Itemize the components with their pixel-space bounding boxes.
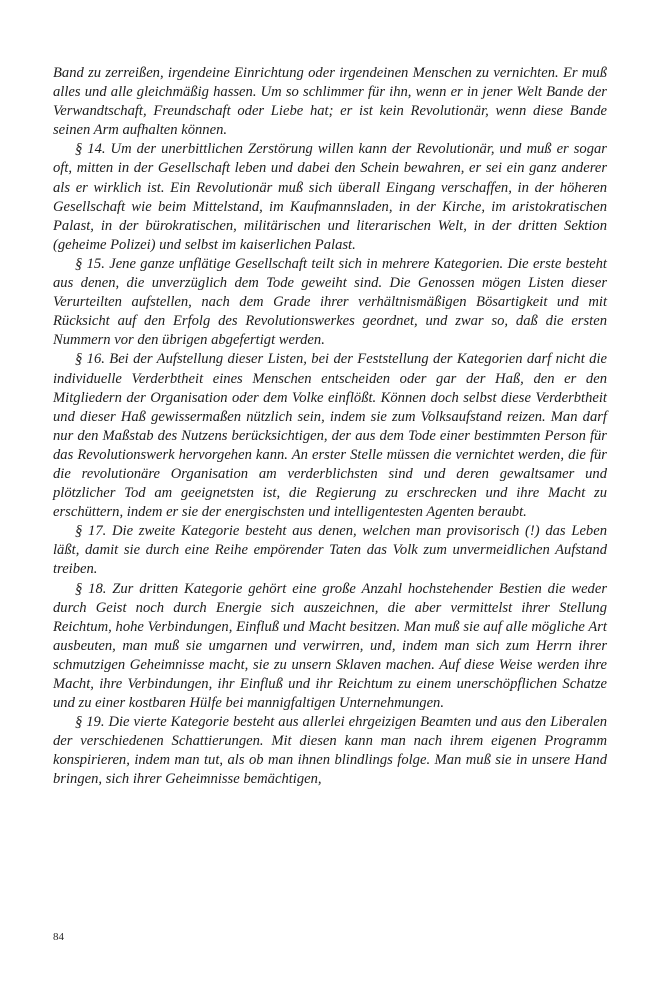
paragraph-section-15: § 15. Jene ganze unflätige Gesellschaft teilt sich in mehrere Kategorien. Die erste besteht aus denen, die unverzüglich dem Tode geweiht sind. Die Genossen mögen Listen dieser Verurteilten aufstellen, nach dem Grade ihrer verhältnismäßigen Bösartigkeit und mit Rücksicht auf den Erfolg des Revolutionswerkes geordnet, und zwar so, daß die ersten Nummern vor den übrigen abgefertigt werden. <box>53 255 607 349</box>
paragraph-section-19: § 19. Die vierte Kategorie besteht aus allerlei ehrgeizigen Beamten und aus den Liberalen der verschiedenen Schattierungen. Mit diesen kann man nach ihrem eigenen Programm konspirieren, indem man tut, als ob man ihnen blindlings folge. Man muß sie in unsere Hand bringen, sich ihrer Geheimnisse bemächtigen, <box>53 714 607 788</box>
page-number: 84 <box>53 931 64 943</box>
paragraph-section-14: § 14. Um der unerbittlichen Zerstörung willen kann der Revolutionär, und muß er sogar oft, mitten in der Gesellschaft leben und dabei den Schein bewahren, er sei ein ganz anderer als er wirklich ist. Ein Revolutionär muß sich überall Eingang verschaffen, in der höheren Gesellschaft wie beim Mittelstand, im Kaufmannsladen, in der Kirche, im aristokratischen Palast, in der bürokratischen, militärischen und literarischen Welt, in der dritten Sektion (geheime Polizei) und selbst im kaiserlichen Palast. <box>53 141 607 253</box>
paragraph-section-18: § 18. Zur dritten Kategorie gehört eine große Anzahl hochstehender Bestien die weder durch Geist noch durch Energie sich auszeichnen, die aber vermittelst ihrer Stellung Reichtum, hohe Verbindungen, Einfluß und Macht besitzen. Man muß sie auf alle mögliche Art ausbeuten, man muß sie umgarnen und verwirren, und, indem man sich zum Herrn ihrer schmutzigen Geheimnisse macht, sie zu unsern Sklaven machen. Auf diese Weise werden ihre Macht, ihre Verbindungen, ihr Einfluß und ihr Reichtum zu einem unerschöpflichen Schatze und zu einer kostbaren Hülfe bei mannigfaltigen Unternehmungen. <box>53 580 607 712</box>
paragraph-continuation: Band zu zerreißen, irgendeine Einrichtung oder irgendeinen Menschen zu vernichten. Er muß alles und alle gleichmäßig hassen. Um so schlimmer für ihn, wenn er in jener Welt Bande der Verwandtschaft, Freundschaft oder Liebe hat; er ist kein Revolutionär, wenn diese Bande seinen Arm aufhalten können. <box>53 65 607 139</box>
body-text <box>53 64 607 790</box>
paragraph-section-16: § 16. Bei der Aufstellung dieser Listen, bei der Feststellung der Kategorien darf nicht die individuelle Verderbtheit eines Menschen entscheiden oder gar der Haß, den er den Mitgliedern der Organisation oder dem Volke einflößt. Können doch selbst diese Verderbtheit und dieser Haß gewissermaßen nützlich sein, indem sie zum Volksaufstand reizen. Man darf nur den Maßstab des Nutzens berücksichtigen, der aus dem Tode einer bestimmten Person für das Revolutionswerk hervorgehen kann. An erster Stelle müssen die vernichtet werden, die für die revolutionäre Organisation am verderblichsten sind und deren gewaltsamer und plötzlicher Tod am geeignetsten ist, die Regierung zu erschrecken und ihre Macht zu erschüttern, indem er sie der energischsten und intelligentesten Agenten beraubt. <box>53 351 607 521</box>
paragraph-section-17: § 17. Die zweite Kategorie besteht aus denen, welchen man provisorisch (!) das Leben läßt, damit sie durch eine Reihe empörender Taten das Volk zum unvermeidlichen Aufstand treiben. <box>53 523 607 578</box>
